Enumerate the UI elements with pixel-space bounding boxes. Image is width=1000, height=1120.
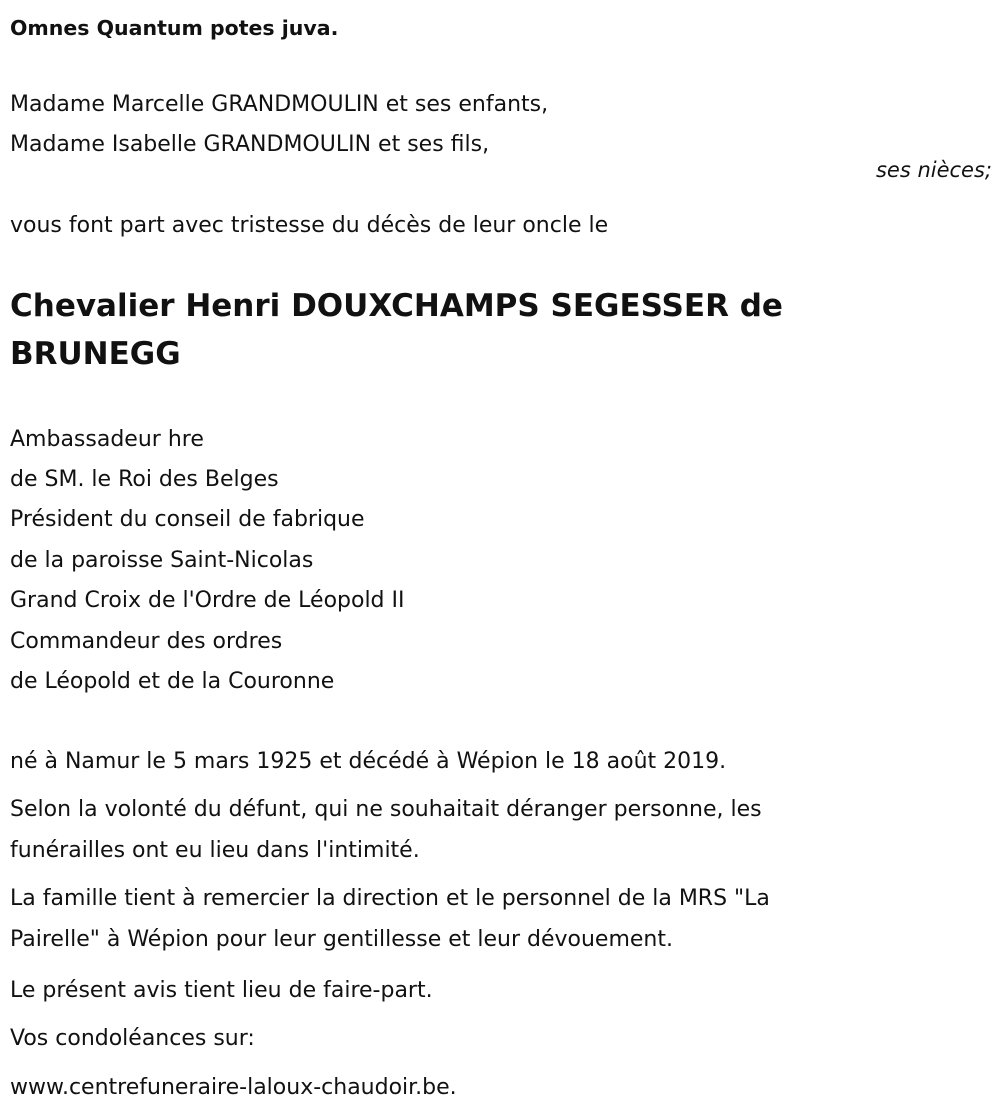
thanks-line: La famille tient à remercier la direction et le personnel de la MRS "La [10,886,770,911]
family-line: Madame Isabelle GRANDMOULIN et ses fils, [10,132,490,157]
title-line: Président du conseil de fabrique [10,507,365,532]
motto: Omnes Quantum potes juva. [10,16,339,40]
funeral-line: Selon la volonté du défunt, qui ne souhaitait déranger personne, les [10,797,762,822]
notice: Le présent avis tient lieu de faire-part. [10,978,433,1003]
title-line: de Léopold et de la Couronne [10,669,335,694]
family-relation: ses nièces; [875,158,992,182]
condolences-label: Vos condoléances sur: [10,1026,255,1051]
title-line: de SM. le Roi des Belges [10,467,279,492]
title-line: Commandeur des ordres [10,629,283,654]
funeral-line: funérailles ont eu lieu dans l'intimité. [10,838,420,863]
title-line: Ambassadeur hre [10,427,204,452]
thanks-line: Pairelle" à Wépion pour leur gentillesse et leur dévouement. [10,927,673,952]
deceased-name-line: Chevalier Henri DOUXCHAMPS SEGESSER de [10,288,783,324]
birth-death: né à Namur le 5 mars 1925 et décédé à Wépion le 18 août 2019. [10,749,727,774]
title-line: Grand Croix de l'Ordre de Léopold II [10,588,405,613]
deceased-name-line: BRUNEGG [10,336,181,372]
title-line: de la paroisse Saint-Nicolas [10,548,314,573]
family-line: Madame Marcelle GRANDMOULIN et ses enfants, [10,92,549,117]
announcement: vous font part avec tristesse du décès de leur oncle le [10,213,609,238]
condolences-url[interactable]: www.centrefuneraire-laloux-chaudoir.be. [10,1075,457,1100]
